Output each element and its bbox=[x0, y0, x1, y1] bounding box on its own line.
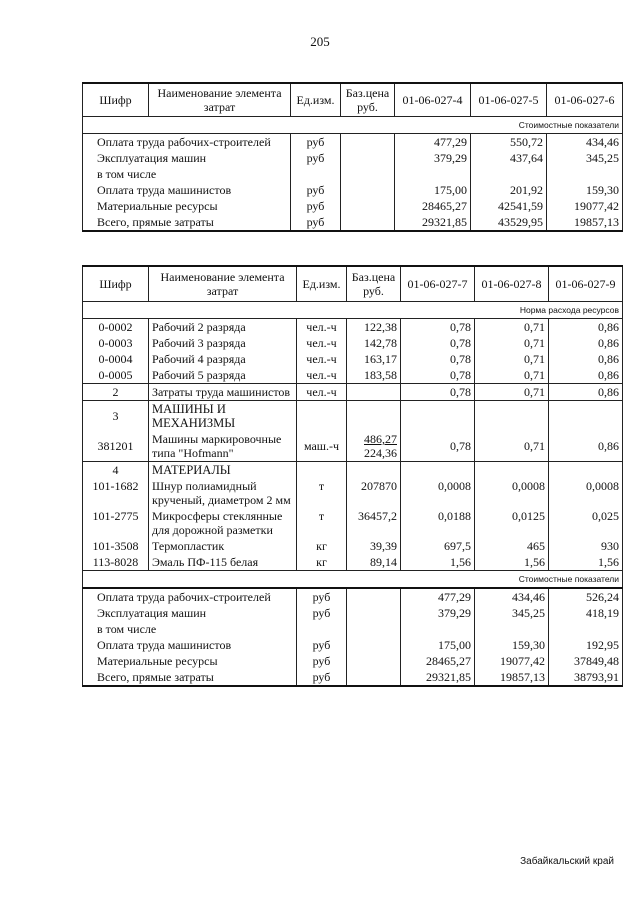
row-unit: чел.-ч bbox=[297, 319, 347, 336]
row-code: 0-0003 bbox=[83, 335, 149, 351]
summary-name: Эксплуатация машин bbox=[83, 150, 291, 166]
summary-row bbox=[83, 198, 623, 214]
row-price: 122,38 bbox=[347, 319, 401, 336]
section-title: МАШИНЫ И МЕХАНИЗМЫ bbox=[149, 401, 297, 432]
row-unit: маш.-ч bbox=[297, 431, 347, 462]
summary-v3: 19077,42 bbox=[547, 198, 623, 214]
section-label: Стоимостные показатели bbox=[83, 117, 623, 134]
summary-v2: 434,46 bbox=[475, 588, 549, 605]
summary-name: Материальные ресурсы bbox=[83, 653, 297, 669]
row-unit: чел.-ч bbox=[297, 335, 347, 351]
summary-v1: 28465,27 bbox=[395, 198, 471, 214]
table-row bbox=[83, 351, 623, 367]
row-code: 0-0002 bbox=[83, 319, 149, 336]
row-v2: 0,71 bbox=[475, 335, 549, 351]
summary-unit bbox=[291, 166, 341, 182]
summary-v3: 345,25 bbox=[547, 150, 623, 166]
row-v3: 0,86 bbox=[549, 335, 623, 351]
summary-name: Оплата труда машинистов bbox=[83, 637, 297, 653]
row-name: Микросферы стеклянные для дорожной разметки bbox=[149, 508, 297, 538]
summary-price bbox=[341, 182, 395, 198]
row-code: 2 bbox=[83, 384, 149, 401]
summary-name: в том числе bbox=[83, 166, 291, 182]
summary-row bbox=[83, 588, 623, 605]
summary-v3: 37849,48 bbox=[549, 653, 623, 669]
summary-v3: 38793,91 bbox=[549, 669, 623, 686]
summary-row bbox=[83, 166, 623, 182]
summary-v2: 19857,13 bbox=[475, 669, 549, 686]
row-price: 39,39 bbox=[347, 538, 401, 554]
summary-name: Оплата труда машинистов bbox=[83, 182, 291, 198]
summary-v1: 379,29 bbox=[401, 605, 475, 621]
header-col-3: 01-06-027-6 bbox=[547, 83, 623, 117]
row-name: Шнур полиамидный крученый, диаметром 2 мм bbox=[149, 478, 297, 508]
row-price: 183,58 bbox=[347, 367, 401, 384]
row-unit: чел.-ч bbox=[297, 384, 347, 401]
row-v1 bbox=[401, 401, 475, 432]
table-row bbox=[83, 319, 623, 336]
row-price: 36457,2 bbox=[347, 508, 401, 538]
summary-name: Всего, прямые затраты bbox=[83, 214, 291, 231]
row-name: Затраты труда машинистов bbox=[149, 384, 297, 401]
summary-price bbox=[341, 198, 395, 214]
row-unit: кг bbox=[297, 538, 347, 554]
summary-price bbox=[347, 588, 401, 605]
row-code: 101-3508 bbox=[83, 538, 149, 554]
row-v1: 1,56 bbox=[401, 554, 475, 571]
summary-v3: 19857,13 bbox=[547, 214, 623, 231]
row-v1: 0,78 bbox=[401, 367, 475, 384]
row-name: Рабочий 2 разряда bbox=[149, 319, 297, 336]
header-name: Наименование элемента затрат bbox=[149, 83, 291, 117]
summary-price bbox=[341, 134, 395, 151]
summary-v2 bbox=[475, 621, 549, 637]
summary-unit: руб bbox=[291, 198, 341, 214]
table-row bbox=[83, 384, 623, 401]
row-price bbox=[347, 431, 401, 462]
row-v3: 0,0008 bbox=[549, 478, 623, 508]
summary-row bbox=[83, 150, 623, 166]
summary-price bbox=[347, 653, 401, 669]
summary-unit: руб bbox=[291, 214, 341, 231]
summary-v1 bbox=[401, 621, 475, 637]
row-code: 0-0004 bbox=[83, 351, 149, 367]
row-v1: 0,78 bbox=[401, 351, 475, 367]
row-v1: 0,78 bbox=[401, 431, 475, 462]
summary-v2: 437,64 bbox=[471, 150, 547, 166]
row-price: 142,78 bbox=[347, 335, 401, 351]
header-code: Шифр bbox=[83, 83, 149, 117]
summary-name: Эксплуатация машин bbox=[83, 605, 297, 621]
header-code: Шифр bbox=[83, 266, 149, 302]
row-v3 bbox=[549, 401, 623, 432]
summary-v1: 29321,85 bbox=[401, 669, 475, 686]
row-code: 113-8028 bbox=[83, 554, 149, 571]
row-unit: т bbox=[297, 508, 347, 538]
summary-row bbox=[83, 214, 623, 231]
row-v3: 1,56 bbox=[549, 554, 623, 571]
region-footer: Забайкальский край bbox=[520, 856, 614, 867]
summary-price bbox=[341, 150, 395, 166]
row-v1: 0,78 bbox=[401, 335, 475, 351]
cost-table-1 bbox=[82, 82, 623, 232]
row-v2: 0,71 bbox=[475, 431, 549, 462]
summary-row bbox=[83, 182, 623, 198]
summary-unit: руб bbox=[297, 605, 347, 621]
summary-v3 bbox=[549, 621, 623, 637]
section-title: МАТЕРИАЛЫ bbox=[149, 462, 297, 479]
header-base-price: Баз.цена руб. bbox=[341, 83, 395, 117]
row-v2: 0,71 bbox=[475, 319, 549, 336]
summary-row bbox=[83, 621, 623, 637]
table-row bbox=[83, 431, 623, 462]
summary-v2: 19077,42 bbox=[475, 653, 549, 669]
summary-v1: 477,29 bbox=[395, 134, 471, 151]
summary-v2 bbox=[471, 166, 547, 182]
row-code: 0-0005 bbox=[83, 367, 149, 384]
summary-price bbox=[347, 637, 401, 653]
row-v2 bbox=[475, 462, 549, 479]
cost-table-2 bbox=[82, 265, 623, 687]
row-price: 163,17 bbox=[347, 351, 401, 367]
summary-v1: 29321,85 bbox=[395, 214, 471, 231]
summary-price bbox=[347, 605, 401, 621]
summary-v1 bbox=[395, 166, 471, 182]
row-code: 101-1682 bbox=[83, 478, 149, 508]
summary-v3: 526,24 bbox=[549, 588, 623, 605]
row-price bbox=[347, 462, 401, 479]
row-price bbox=[347, 401, 401, 432]
row-unit: т bbox=[297, 478, 347, 508]
row-name: Рабочий 3 разряда bbox=[149, 335, 297, 351]
header-base-price: Баз.цена руб. bbox=[347, 266, 401, 302]
row-v3: 0,86 bbox=[549, 319, 623, 336]
table-row bbox=[83, 538, 623, 554]
row-name: Рабочий 4 разряда bbox=[149, 351, 297, 367]
summary-v1: 477,29 bbox=[401, 588, 475, 605]
summary-row bbox=[83, 605, 623, 621]
row-v1: 0,78 bbox=[401, 319, 475, 336]
summary-v2: 201,92 bbox=[471, 182, 547, 198]
summary-price bbox=[347, 669, 401, 686]
summary-row bbox=[83, 653, 623, 669]
table-row bbox=[83, 478, 623, 508]
table-row bbox=[83, 335, 623, 351]
row-v2: 0,0125 bbox=[475, 508, 549, 538]
summary-v3: 192,95 bbox=[549, 637, 623, 653]
table-row bbox=[83, 554, 623, 571]
row-unit bbox=[297, 462, 347, 479]
summary-unit: руб bbox=[291, 134, 341, 151]
summary-unit: руб bbox=[291, 182, 341, 198]
header-col-3: 01-06-027-9 bbox=[549, 266, 623, 302]
summary-v3: 418,19 bbox=[549, 605, 623, 621]
row-v3: 0,86 bbox=[549, 367, 623, 384]
table-row bbox=[83, 508, 623, 538]
row-v2: 1,56 bbox=[475, 554, 549, 571]
summary-name: в том числе bbox=[83, 621, 297, 637]
row-v2: 0,71 bbox=[475, 384, 549, 401]
summary-v3: 434,46 bbox=[547, 134, 623, 151]
row-v2: 465 bbox=[475, 538, 549, 554]
section-row-materials bbox=[83, 462, 623, 479]
summary-unit bbox=[297, 621, 347, 637]
summary-price bbox=[341, 166, 395, 182]
row-code: 381201 bbox=[83, 431, 149, 462]
row-name: Термопластик bbox=[149, 538, 297, 554]
row-price bbox=[347, 384, 401, 401]
row-code: 4 bbox=[83, 462, 149, 479]
summary-v2: 550,72 bbox=[471, 134, 547, 151]
summary-unit: руб bbox=[291, 150, 341, 166]
row-unit: чел.-ч bbox=[297, 367, 347, 384]
row-v3: 0,86 bbox=[549, 431, 623, 462]
header-col-1: 01-06-027-7 bbox=[401, 266, 475, 302]
summary-v2: 345,25 bbox=[475, 605, 549, 621]
row-v1 bbox=[401, 462, 475, 479]
page-number: 205 bbox=[310, 34, 330, 49]
row-v3: 0,025 bbox=[549, 508, 623, 538]
summary-unit: руб bbox=[297, 588, 347, 605]
row-code: 3 bbox=[83, 401, 149, 432]
summary-v1: 175,00 bbox=[395, 182, 471, 198]
row-v1: 0,0008 bbox=[401, 478, 475, 508]
summary-unit: руб bbox=[297, 637, 347, 653]
summary-price bbox=[341, 214, 395, 231]
summary-v3: 159,30 bbox=[547, 182, 623, 198]
header-col-2: 01-06-027-5 bbox=[471, 83, 547, 117]
row-unit: чел.-ч bbox=[297, 351, 347, 367]
section-row-machines bbox=[83, 401, 623, 432]
summary-row bbox=[83, 134, 623, 151]
row-v1: 0,78 bbox=[401, 384, 475, 401]
summary-v1: 379,29 bbox=[395, 150, 471, 166]
summary-name: Оплата труда рабочих-строителей bbox=[83, 588, 297, 605]
row-v3: 0,86 bbox=[549, 384, 623, 401]
summary-v2: 43529,95 bbox=[471, 214, 547, 231]
header-unit: Ед.изм. bbox=[297, 266, 347, 302]
header-col-2: 01-06-027-8 bbox=[475, 266, 549, 302]
row-name: Рабочий 5 разряда bbox=[149, 367, 297, 384]
row-v2: 0,0008 bbox=[475, 478, 549, 508]
summary-v2: 159,30 bbox=[475, 637, 549, 653]
table-row bbox=[83, 367, 623, 384]
row-v1: 0,0188 bbox=[401, 508, 475, 538]
summary-row bbox=[83, 637, 623, 653]
row-name: Эмаль ПФ-115 белая bbox=[149, 554, 297, 571]
summary-row bbox=[83, 669, 623, 686]
summary-v1: 175,00 bbox=[401, 637, 475, 653]
row-price: 89,14 bbox=[347, 554, 401, 571]
price-a: 486,27 bbox=[364, 432, 397, 446]
row-unit bbox=[297, 401, 347, 432]
header-col-1: 01-06-027-4 bbox=[395, 83, 471, 117]
row-v1: 697,5 bbox=[401, 538, 475, 554]
price-b: 224,36 bbox=[364, 446, 397, 460]
summary-v1: 28465,27 bbox=[401, 653, 475, 669]
summary-unit: руб bbox=[297, 669, 347, 686]
row-v3 bbox=[549, 462, 623, 479]
row-v2: 0,71 bbox=[475, 351, 549, 367]
header-name: Наименование элемента затрат bbox=[149, 266, 297, 302]
row-v3: 930 bbox=[549, 538, 623, 554]
summary-name: Всего, прямые затраты bbox=[83, 669, 297, 686]
section-label: Стоимостные показатели bbox=[83, 571, 623, 589]
row-v2: 0,71 bbox=[475, 367, 549, 384]
summary-name: Оплата труда рабочих-строителей bbox=[83, 134, 291, 151]
summary-v2: 42541,59 bbox=[471, 198, 547, 214]
summary-name: Материальные ресурсы bbox=[83, 198, 291, 214]
row-v2 bbox=[475, 401, 549, 432]
summary-price bbox=[347, 621, 401, 637]
row-code: 101-2775 bbox=[83, 508, 149, 538]
row-unit: кг bbox=[297, 554, 347, 571]
row-price: 207870 bbox=[347, 478, 401, 508]
summary-unit: руб bbox=[297, 653, 347, 669]
row-v3: 0,86 bbox=[549, 351, 623, 367]
row-name: Машины маркировочные типа "Hofmann" bbox=[149, 431, 297, 462]
header-unit: Ед.изм. bbox=[291, 83, 341, 117]
summary-v3 bbox=[547, 166, 623, 182]
section-label: Норма расхода ресурсов bbox=[83, 302, 623, 319]
